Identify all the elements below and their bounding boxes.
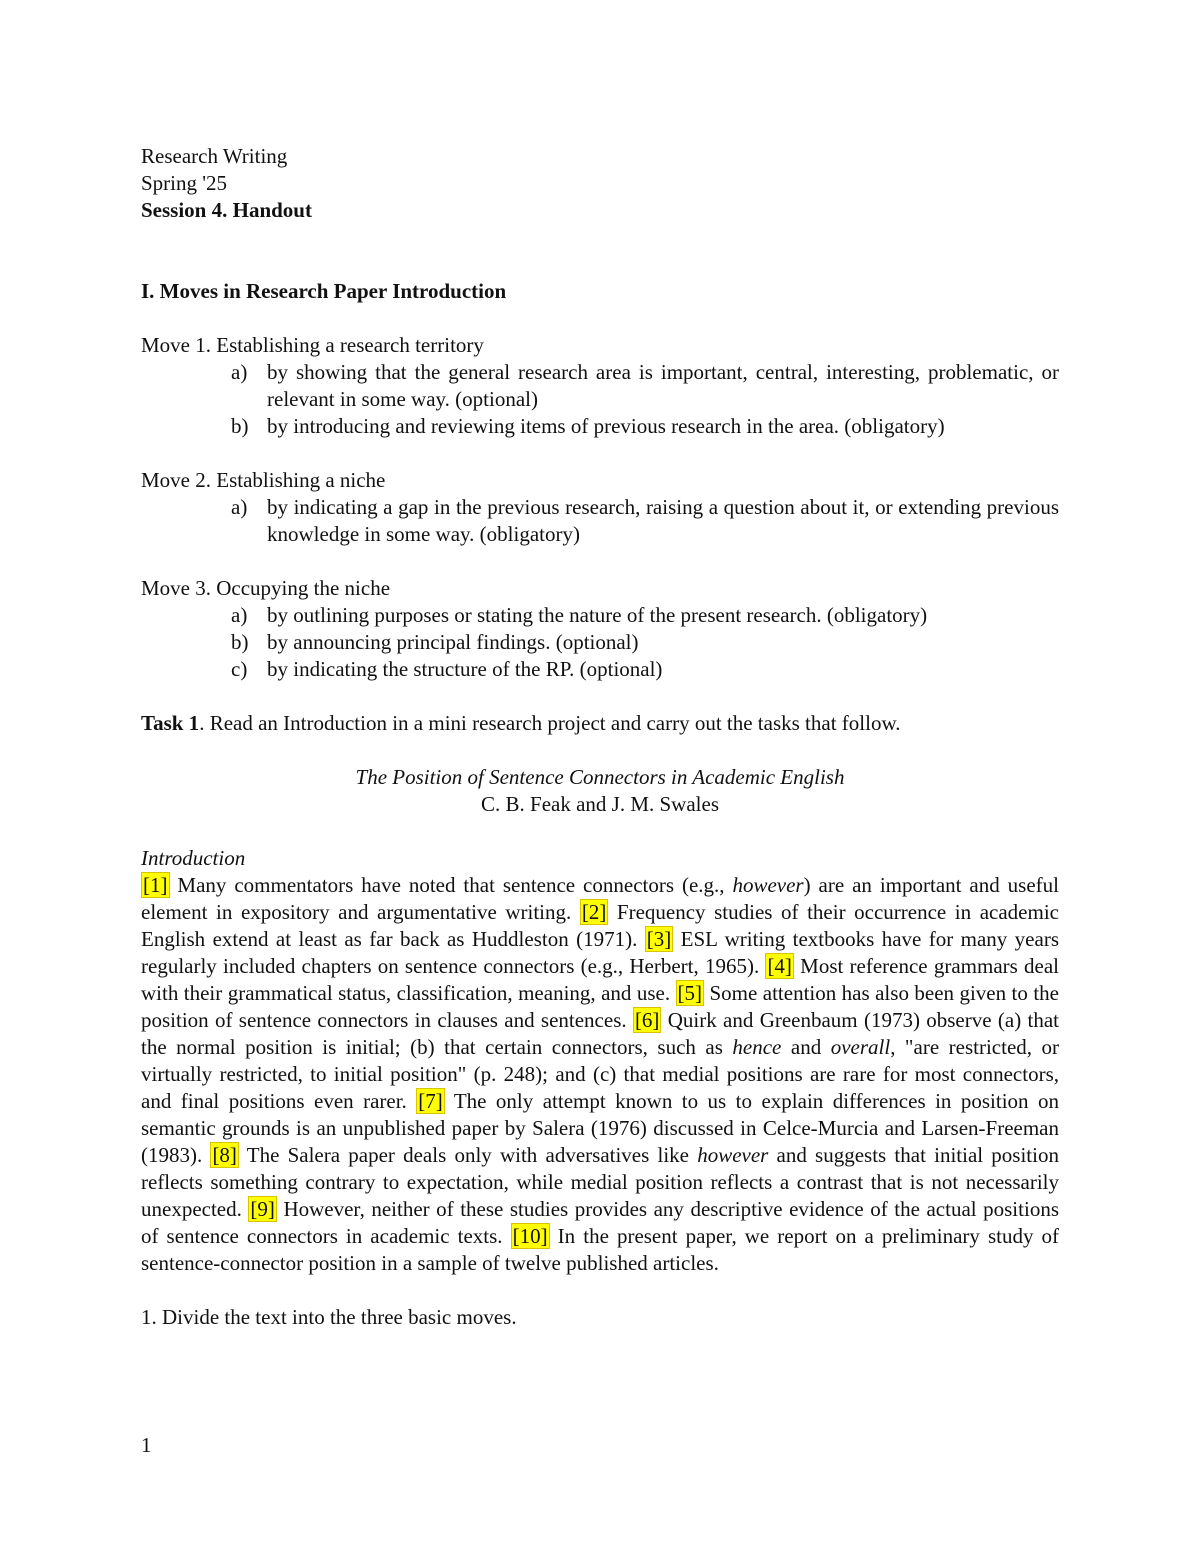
session-title: Session 4. Handout xyxy=(141,198,312,222)
sentence-number-label: [1] xyxy=(143,873,168,897)
item-text: by indicating a gap in the previous research, raising a question about it, or extending previous knowledge in some way. (obligatory) xyxy=(267,495,1059,546)
body-text: Frequency studies of their occurrence in academic English extend at least as far back as Huddleston (1971). xyxy=(141,900,1059,951)
item-text: by showing that the general research area is important, central, interesting, problematic, or relevant in some way. (optional) xyxy=(267,360,1059,411)
item-marker: b) xyxy=(231,630,249,654)
sentence-number-label: [8] xyxy=(212,1143,237,1167)
article-heading: Introduction xyxy=(141,846,246,870)
italic-term: however xyxy=(732,873,804,897)
body-text: , "are restricted, or virtually restricted, to initial position" (p. 248); and (c) that medial positions are rare for most connectors, and final positions even rarer. xyxy=(141,1035,1060,1113)
move-2 xyxy=(141,467,1059,548)
item-text: by indicating the structure of the RP. (optional) xyxy=(267,657,663,681)
move-1 xyxy=(141,332,1059,440)
italic-term: overall xyxy=(830,1035,891,1059)
sentence-number-label: [4] xyxy=(767,954,792,978)
move-title: Move 1. Establishing a research territory xyxy=(141,333,484,357)
sentence-number-label: [10] xyxy=(512,1224,548,1248)
move-3 xyxy=(141,575,1059,683)
move-item xyxy=(141,413,1059,440)
item-marker: b) xyxy=(231,414,249,438)
task-text: . Read an Introduction in a mini research project and carry out the tasks that follow. xyxy=(199,711,901,735)
section-title: I. Moves in Research Paper Introduction xyxy=(141,279,507,303)
item-marker: c) xyxy=(231,657,248,681)
move-item xyxy=(141,494,1059,548)
question-1: 1. Divide the text into the three basic moves. xyxy=(141,1305,517,1329)
italic-term: hence xyxy=(732,1035,782,1059)
page-number: 1 xyxy=(141,1433,152,1457)
article-authors: C. B. Feak and J. M. Swales xyxy=(481,792,719,816)
italic-term: however xyxy=(697,1143,769,1167)
item-text: by outlining purposes or stating the nature of the present research. (obligatory) xyxy=(267,603,928,627)
sentence-number-label: [5] xyxy=(677,981,703,1005)
term: Spring '25 xyxy=(141,171,228,195)
article-title: The Position of Sentence Connectors in Academic English xyxy=(355,765,845,789)
body-text: and xyxy=(781,1035,831,1059)
item-marker: a) xyxy=(231,495,248,519)
move-item xyxy=(141,359,1059,413)
sentence-number-label: [2] xyxy=(581,900,607,924)
body-text: Some attention has also been given to the position of sentence connectors in clauses and sentences. xyxy=(141,981,1059,1032)
item-marker: a) xyxy=(231,360,248,384)
move-title: Move 3. Occupying the niche xyxy=(141,576,391,600)
body-text: Most reference grammars deal with their grammatical status, classification, meaning, and use. xyxy=(141,954,1059,1005)
sentence-number-label: [6] xyxy=(634,1008,660,1032)
move-item xyxy=(141,656,1059,683)
move-item xyxy=(141,629,1059,656)
move-item xyxy=(141,602,1059,629)
body-text: ) are an important and useful element in expository and argumentative writing. xyxy=(141,873,1060,924)
body-text: and suggests that initial position reflects something contrary to expectation, while medial position reflects a contrast that is not necessarily unexpected. xyxy=(141,1143,1059,1221)
article-body xyxy=(141,872,1059,1277)
task-label: Task 1 xyxy=(141,711,200,735)
body-text: Quirk and Greenbaum (1973) observe (a) that the normal position is initial; (b) that certain connectors, such as xyxy=(141,1008,1059,1059)
item-text: by announcing principal findings. (optional) xyxy=(267,630,639,654)
item-marker: a) xyxy=(231,603,248,627)
body-text: Many commentators have noted that sentence connectors (e.g., xyxy=(169,873,733,897)
body-text: The Salera paper deals only with adversatives like xyxy=(238,1143,698,1167)
sentence-number-label: [3] xyxy=(646,927,672,951)
sentence-number-label: [9] xyxy=(250,1197,275,1221)
course-name: Research Writing xyxy=(141,144,288,168)
body-text: However, neither of these studies provides any descriptive evidence of the actual positions of sentence connectors in academic texts. xyxy=(141,1197,1059,1248)
body-text: The only attempt known to us to explain differences in position on semantic grounds is an unpublished paper by Salera (1976) discussed in Celce-Murcia and Larsen-Freeman (1983). xyxy=(141,1089,1059,1167)
body-text: ESL writing textbooks have for many years regularly included chapters on sentence connectors (e.g., Herbert, 1965). xyxy=(141,927,1059,978)
handout-page xyxy=(141,143,1059,1331)
task-1 xyxy=(141,710,1059,737)
body-text: In the present paper, we report on a preliminary study of sentence-connector position in a sample of twelve published articles. xyxy=(141,1224,1060,1275)
move-title: Move 2. Establishing a niche xyxy=(141,468,386,492)
item-text: by introducing and reviewing items of previous research in the area. (obligatory) xyxy=(267,414,945,438)
sentence-number-label: [7] xyxy=(418,1089,443,1113)
